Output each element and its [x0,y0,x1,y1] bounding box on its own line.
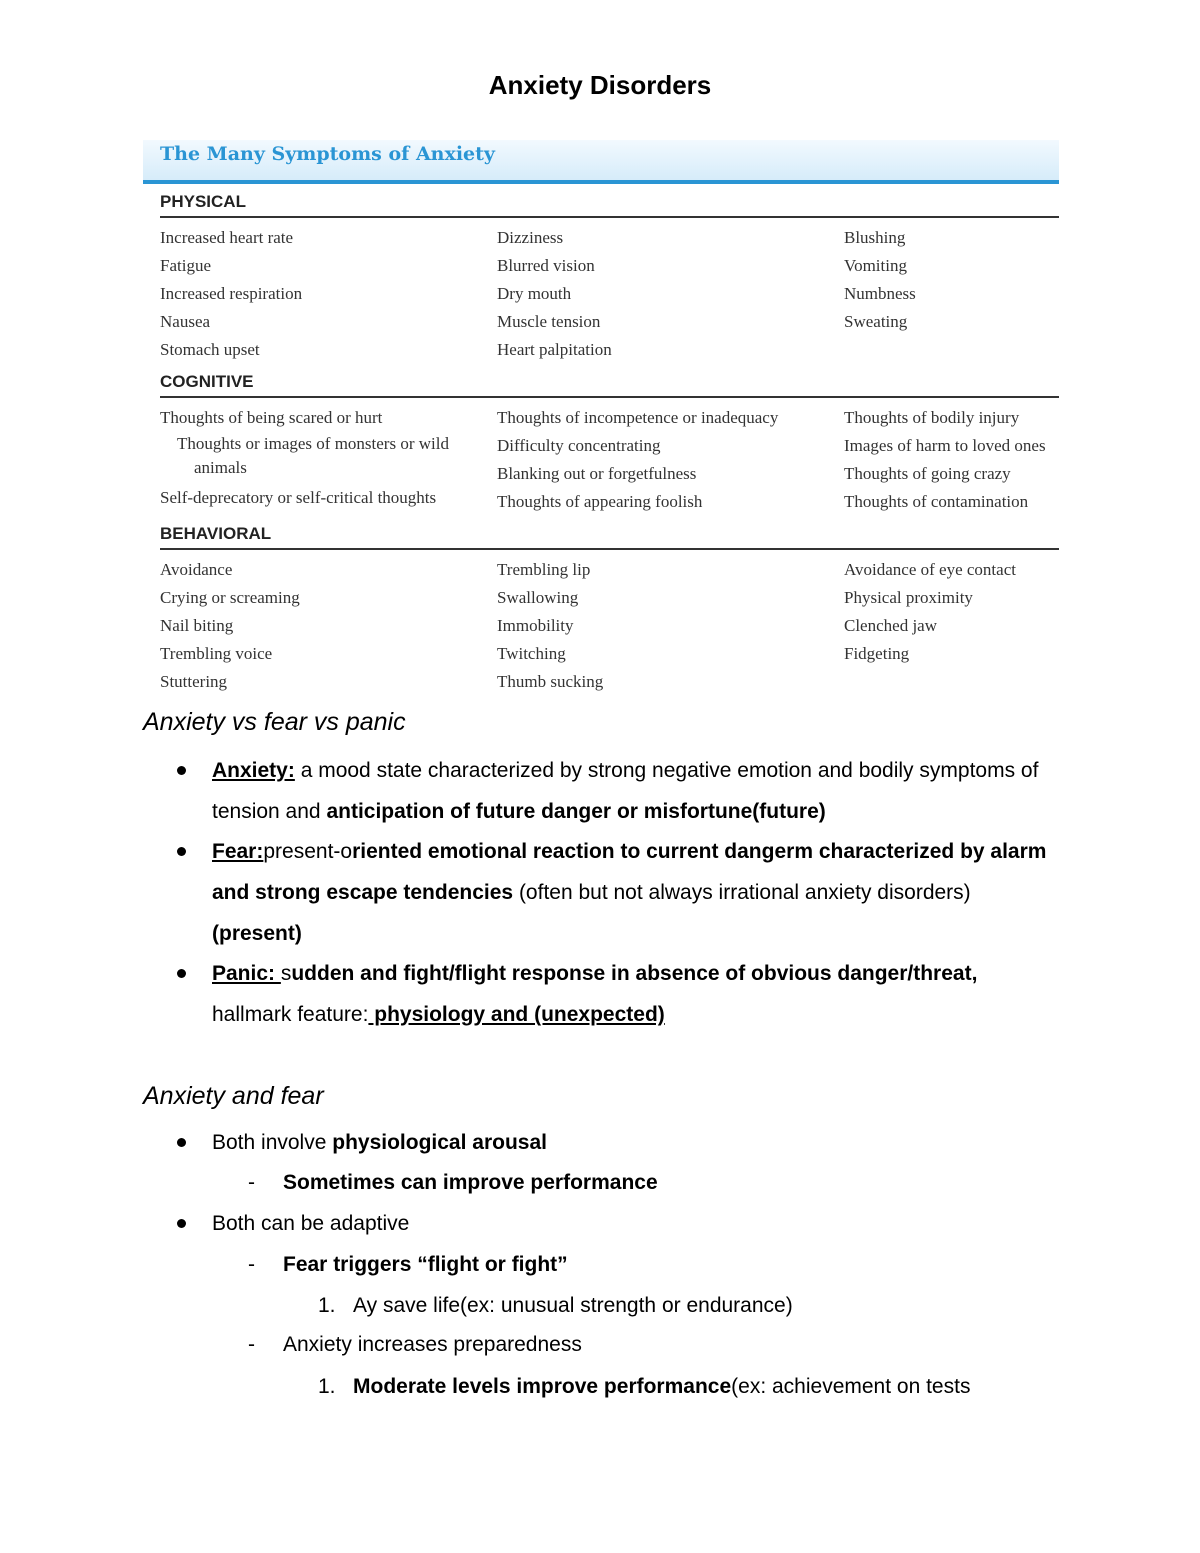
bullet-dot [177,969,186,978]
symptom-item: Increased heart rate [160,228,294,247]
bullet-dot [177,1219,186,1228]
number-marker: 1. [318,1294,336,1317]
sub-item-text: Fear triggers “flight or fight” [283,1253,568,1276]
figure-title: The Many Symptoms of Anxiety [160,143,495,165]
bullet-dot [177,766,186,775]
symptom-item: Increased respiration [160,284,303,303]
symptom-item: Sweating [844,312,908,331]
bullet-panic [177,953,1047,1035]
bullet-text [212,953,1047,1035]
symptom-item: Swallowing [497,588,579,607]
cognitive-column-2 [497,404,837,516]
symptom-item: Stomach upset [160,340,260,359]
symptom-item: Thoughts of incompetence or inadequacy [497,408,779,427]
definition-bold: (present) [212,922,302,945]
bullet-text-bold: physiological arousal [332,1131,547,1154]
definition-text: a mood state characterized by strong negative emotion and bodily symptoms of tension and [212,759,1039,823]
behavioral-column-2 [497,556,837,696]
number-marker: 1. [318,1375,336,1398]
symptom-item: Fatigue [160,256,211,275]
bullet-text [212,831,1047,954]
symptom-item: Trembling lip [497,560,591,579]
symptom-item: Nail biting [160,616,234,635]
definition-text: hallmark feature: [212,1003,369,1026]
symptom-item: Blanking out or forgetfulness [497,464,697,483]
definition-text: s [280,962,292,985]
bullet-text-plain: Both involve [212,1131,333,1154]
bullet-fear [177,831,1047,954]
bullet-text: Both can be adaptive [212,1212,410,1235]
symptom-item: Difficulty concentrating [497,436,661,455]
symptom-item: Crying or screaming [160,588,300,607]
section-behavioral [160,524,1059,691]
numbered-item-save-life [318,1285,793,1326]
term-panic: Panic: [212,962,281,985]
symptom-item: Thoughts of bodily injury [844,408,1020,427]
dash-marker: - [248,1171,255,1194]
bullet-anxiety [177,750,1047,832]
symptom-item: Thoughts of going crazy [844,464,1011,483]
term-fear: Fear: [212,840,264,863]
section-heading-anxiety-and-fear: Anxiety and fear [143,1082,324,1110]
symptom-item: Fidgeting [844,644,910,663]
bullet-dot [177,1138,186,1147]
symptom-item: Dry mouth [497,284,572,303]
physical-column-2 [497,224,837,364]
dash-marker: - [248,1253,255,1276]
bullet-physiological-arousal [177,1122,1047,1163]
symptom-item: Thoughts of contamination [844,492,1029,511]
symptom-item: Images of harm to loved ones [844,436,1046,455]
definition-text: (often but not always irrational anxiety disorders) [513,881,971,904]
symptom-item: Vomiting [844,256,907,275]
symptom-item: Trembling voice [160,644,273,663]
sub-item-fear-triggers [248,1244,568,1285]
cognitive-column-1 [160,404,490,512]
symptom-item: Immobility [497,616,574,635]
section-heading: COGNITIVE [160,372,1059,398]
section-heading: PHYSICAL [160,192,1059,218]
symptom-item: Twitching [497,644,566,663]
symptom-item: Thoughts or images of monsters or wild animals [177,434,449,477]
symptom-item: Heart palpitation [497,340,612,359]
bullet-text [212,750,1047,832]
numbered-item-bold: Moderate levels improve performance [353,1375,732,1398]
symptom-item: Avoidance [160,560,233,579]
numbered-item-text: Ay save life(ex: unusual strength or endurance) [353,1294,793,1317]
numbered-item-plain: (ex: achievement on tests [731,1375,971,1398]
figure-header [143,140,1059,184]
section-heading-anxiety-fear-panic: Anxiety vs fear vs panic [143,708,406,736]
symptom-item: Thoughts of appearing foolish [497,492,703,511]
symptom-item: Blushing [844,228,906,247]
physical-column-1 [160,224,490,364]
definition-bold: physiology and (unexpected) [368,1003,665,1026]
section-cognitive [160,372,1059,511]
section-physical [160,192,1059,359]
sub-item-improve-performance [248,1162,658,1203]
term-anxiety: Anxiety: [212,759,295,782]
symptom-item: Stuttering [160,672,228,691]
symptom-item: Dizziness [497,228,564,247]
sub-item-text: Anxiety increases preparedness [283,1333,582,1356]
sub-item-text: Sometimes can improve performance [283,1171,658,1194]
symptom-item: Clenched jaw [844,616,937,635]
numbered-item-text [353,1375,970,1398]
symptom-item: Thoughts of being scared or hurt [160,408,383,427]
definition-bold: udden and fight/flight response in absence of obvious danger/threat, [291,962,978,985]
bullet-adaptive [177,1203,1047,1244]
cognitive-column-3 [844,404,1059,516]
symptom-item: Thumb sucking [497,672,604,691]
sub-item-preparedness [248,1324,582,1365]
definition-bold: anticipation of future danger or misfortune(future) [326,800,826,823]
behavioral-column-3 [844,556,1059,668]
bullet-dot [177,847,186,856]
behavioral-column-1 [160,556,490,696]
bullet-text [212,1122,1047,1163]
symptom-item: Nausea [160,312,211,331]
page-title: Anxiety Disorders [488,70,712,100]
dash-marker: - [248,1333,255,1356]
definition-text: present-o [263,840,353,863]
symptoms-figure [143,140,1059,700]
definition-bold: riented emotional reaction to current dangerm characterized by alarm and strong escape tendencies [212,840,1047,904]
physical-column-3 [844,224,1059,336]
section-heading: BEHAVIORAL [160,524,1059,550]
symptom-item: Physical proximity [844,588,973,607]
symptom-item: Avoidance of eye contact [844,560,1016,579]
symptom-item: Muscle tension [497,312,601,331]
numbered-item-moderate-levels [318,1366,970,1407]
symptom-item: Blurred vision [497,256,595,275]
symptom-item: Self-deprecatory or self-critical thoughts [160,488,437,507]
symptom-item: Numbness [844,284,916,303]
